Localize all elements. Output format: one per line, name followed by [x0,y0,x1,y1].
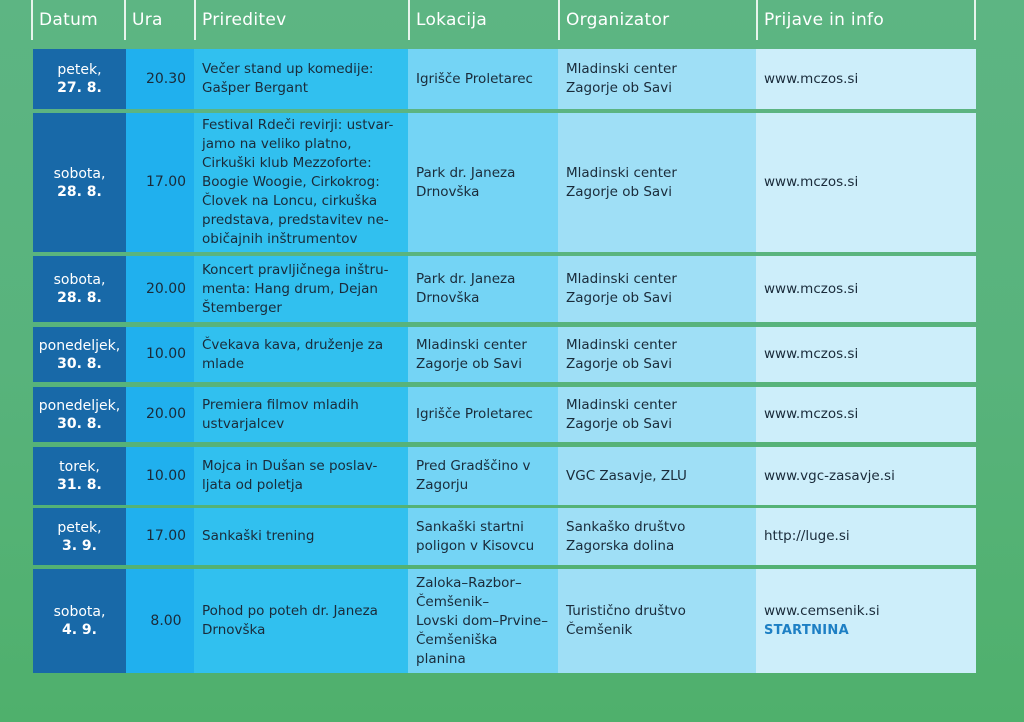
organizer-cell: Mladinski center Zagorje ob Savi [558,113,756,252]
time-cell: 10.00 [126,327,194,382]
event-cell: Večer stand up komedije: Gašper Bergant [194,49,408,109]
info-cell [756,387,976,442]
time-cell: 17.00 [126,508,194,565]
day-label: ponedeljek, [38,337,121,354]
time-cell: 10.00 [126,447,194,505]
header-ura: Ura [124,0,194,40]
table-row [33,387,976,442]
day-label: sobota, [53,272,106,288]
time-cell: 20.00 [126,256,194,322]
date-cell [33,508,126,565]
table-row [33,256,976,322]
location-cell: Mladinski center Zagorje ob Savi [408,327,558,382]
info-cell [756,447,976,505]
info-link[interactable]: www.mczos.si [764,70,859,87]
day-label: petek, [57,519,102,536]
info-cell [756,569,976,673]
header-datum: Datum [31,0,124,40]
organizer-cell: Mladinski center Zagorje ob Savi [558,49,756,109]
date-label: 31. 8. [57,477,102,493]
info-link[interactable]: www.cemsenik.si [764,603,880,619]
info-cell [756,327,976,382]
day-label: sobota, [53,165,106,182]
date-cell [33,113,126,252]
organizer-cell: Mladinski center Zagorje ob Savi [558,387,756,442]
table-row [33,327,976,382]
header-lokacija: Lokacija [408,0,558,40]
date-label: 27. 8. [57,80,102,96]
info-cell [756,508,976,565]
info-link[interactable]: www.mczos.si [764,406,859,422]
date-label: 4. 9. [62,622,97,638]
time-cell: 20.30 [126,49,194,109]
day-label: ponedeljek, [38,397,121,414]
date-cell [33,387,126,442]
event-cell: Čvekava kava, druženje za mlade [194,327,408,382]
info-cell [756,113,976,252]
startnina-label: STARTNINA [764,623,849,638]
location-cell: Igrišče Proletarec [408,387,558,442]
event-cell: Sankaški trening [194,508,408,565]
date-label: 30. 8. [57,415,102,432]
time-cell: 8.00 [126,569,194,673]
date-cell [33,569,126,673]
day-label: sobota, [53,604,106,620]
location-cell: Park dr. Janeza Drnovška [408,256,558,322]
organizer-cell: VGC Zasavje, ZLU [558,447,756,505]
location-cell: Igrišče Proletarec [408,49,558,109]
organizer-cell: Mladinski center Zagorje ob Savi [558,256,756,322]
location-cell: Sankaški startni poligon v Kisovcu [408,508,558,565]
info-link[interactable]: http://luge.si [764,528,850,544]
organizer-cell: Turistično društvo Čemšenik [558,569,756,673]
day-label: torek, [59,459,100,475]
header-organizator: Organizator [558,0,756,40]
organizer-cell: Sankaško društvo Zagorska dolina [558,508,756,565]
date-label: 3. 9. [62,537,97,554]
info-cell [756,49,976,109]
table-row [33,447,976,505]
date-label: 28. 8. [57,183,102,200]
event-cell: Pohod po poteh dr. Janeza Drnovška [194,569,408,673]
event-cell: Koncert pravljičnega inštru- menta: Hang drum, Dejan Štemberger [194,256,408,322]
date-cell [33,49,126,109]
table-row [33,508,976,565]
info-cell [756,256,976,322]
header-prijave: Prijave in info [756,0,976,40]
organizer-cell: Mladinski center Zagorje ob Savi [558,327,756,382]
info-link[interactable]: www.mczos.si [764,174,859,190]
date-label: 30. 8. [57,355,102,372]
time-cell: 20.00 [126,387,194,442]
date-cell [33,447,126,505]
info-link[interactable]: www.mczos.si [764,280,859,297]
header-prireditev: Prireditev [194,0,408,40]
event-cell: Mojca in Dušan se poslav- ljata od poletja [194,447,408,505]
location-cell: Park dr. Janeza Drnovška [408,113,558,252]
date-cell [33,327,126,382]
date-cell [33,256,126,322]
location-cell: Zaloka–Razbor– Čemšenik– Lovski dom–Prvine– Čemšeniška planina [408,569,558,673]
event-cell: Festival Rdeči revirji: ustvar- jamo na veliko platno, Cirkuški klub Mezzoforte: Boogie Woogie, Cirkokrog: Človek na Loncu, cirkuška predstava, predstavitev ne- običajnih inštrumentov [194,113,408,252]
table-row [33,569,976,673]
table-row [33,113,976,252]
info-link[interactable]: www.vgc-zasavje.si [764,467,895,484]
info-link[interactable]: www.mczos.si [764,346,859,362]
time-cell: 17.00 [126,113,194,252]
day-label: petek, [57,62,102,78]
table-header [0,0,1024,40]
location-cell: Pred Gradščino v Zagorju [408,447,558,505]
date-label: 28. 8. [57,290,102,306]
event-cell: Premiera filmov mladih ustvarjalcev [194,387,408,442]
table-row [33,49,976,109]
